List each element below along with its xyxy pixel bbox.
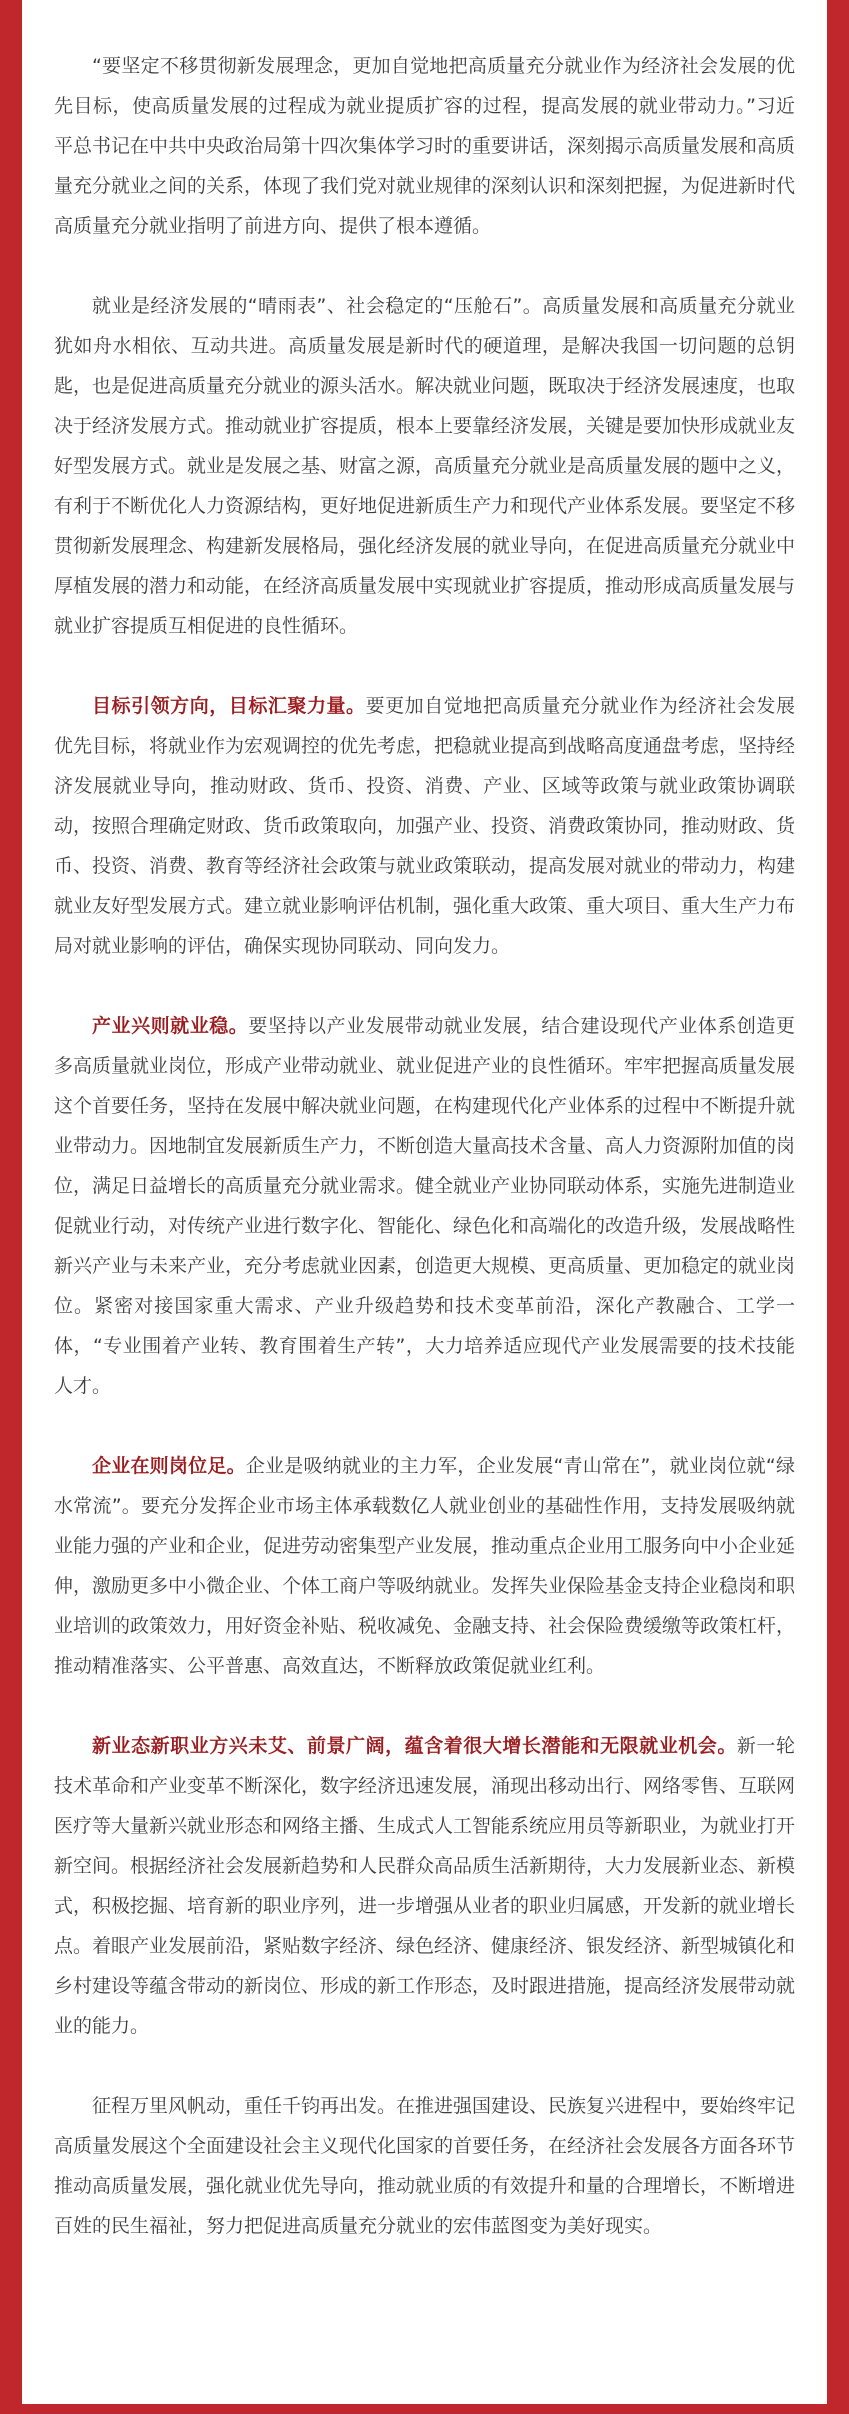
- paragraph-spacer: [54, 2046, 795, 2086]
- section-lead-industry: 产业兴则就业稳。: [92, 1015, 249, 1037]
- paragraph-industry: [54, 1006, 795, 1406]
- paragraph-enterprise-text: 企业是吸纳就业的主力军，企业发展“青山常在”，就业岗位就“绿水常流”。要充分发挥企业市场主体承载数亿人就业创业的基础性作用，支持发展吸纳就业能力强的产业和企业，促进劳动密集型产业发展，推动重点企业用工服务向中小企业延伸，激励更多中小微企业、个体工商户等吸纳就业。发挥失业保险基金支持企业稳岗和职业培训的政策效力，用好资金补贴、税收减免、金融支持、社会保险费缓缴等政策杠杆，推动精准落实、公平普惠、高效直达，不断释放政策促就业红利。: [54, 1455, 796, 1677]
- paragraph-spacer: [54, 966, 795, 1006]
- paragraph-goal-guidance: [54, 686, 795, 966]
- paragraph-spacer: [54, 1686, 795, 1726]
- paragraph-industry-text: 要坚持以产业发展带动就业发展，结合建设现代产业体系创造更多高质量就业岗位，形成产业带动就业、就业促进产业的良性循环。牢牢把握高质量发展这个首要任务，坚持在发展中解决就业问题，在构建现代化产业体系的过程中不断提升就业带动力。因地制宜发展新质生产力，不断创造大量高技术含量、高人力资源附加值的岗位，满足日益增长的高质量充分就业需求。健全就业产业协同联动体系，实施先进制造业促就业行动，对传统产业进行数字化、智能化、绿色化和高端化的改造升级，发展战略性新兴产业与未来产业，充分考虑就业因素，创造更大规模、更高质量、更加稳定的就业岗位。紧密对接国家重大需求、产业升级趋势和技术变革前沿，深化产教融合、工学一体，“专业围着产业转、教育围着生产转”，大力培养适应现代产业发展需要的技术技能人才。: [54, 1015, 796, 1397]
- paragraph-spacer: [54, 1406, 795, 1446]
- paragraph-spacer: [54, 646, 795, 686]
- paragraph-conclusion-text: 征程万里风帆动，重任千钧再出发。在推进强国建设、民族复兴进程中，要始终牢记高质量发展这个全面建设社会主义现代化国家的首要任务，在经济社会发展各方面各环节推动高质量发展，强化就业优先导向，推动就业质的有效提升和量的合理增长，不断增进百姓的民生福祉，努力把促进高质量充分就业的宏伟蓝图变为美好现实。: [54, 2095, 796, 2237]
- section-lead-goal: 目标引领方向，目标汇聚力量。: [92, 695, 366, 717]
- paragraph-goal-guidance-text: 要更加自觉地把高质量充分就业作为经济社会发展优先目标，将就业作为宏观调控的优先考虑，把稳就业提高到战略高度通盘考虑，坚持经济发展就业导向，推动财政、货币、投资、消费、产业、区域等政策与就业政策协调联动，按照合理确定财政、货币政策取向，加强产业、投资、消费政策协同，推动财政、货币、投资、消费、教育等经济社会政策与就业政策联动，提高发展对就业的带动力，构建就业友好型发展方式。建立就业影响评估机制，强化重大政策、重大项目、重大生产力布局对就业影响的评估，确保实现协同联动、同向发力。: [54, 695, 796, 957]
- paragraph-enterprise: [54, 1446, 795, 1686]
- paragraph-new-forms-text: 新一轮技术革命和产业变革不断深化，数字经济迅速发展，涌现出移动出行、网络零售、互联网医疗等大量新兴就业形态和网络主播、生成式人工智能系统应用员等新职业，为就业打开新空间。根据经济社会发展新趋势和人民群众高品质生活新期待，大力发展新业态、新模式，积极挖掘、培育新的职业序列，进一步增强从业者的职业归属感，开发新的就业增长点。着眼产业发展前沿，紧贴数字经济、绿色经济、健康经济、银发经济、新型城镇化和乡村建设等蕴含带动的新岗位、形成的新工作形态，及时跟进措施，提高经济发展带动就业的能力。: [54, 1735, 796, 2037]
- paragraph-spacer: [54, 246, 795, 286]
- article-body: [54, 46, 795, 2246]
- paragraph-new-forms: [54, 1726, 795, 2046]
- paragraph-intro-text: “要坚定不移贯彻新发展理念，更加自觉地把高质量充分就业作为经济社会发展的优先目标，使高质量发展的过程成为就业提质扩容的过程，提高发展的就业带动力。”习近平总书记在中共中央政治局第十四次集体学习时的重要讲话，深刻揭示高质量发展和高质量充分就业之间的关系，体现了我们党对就业规律的深刻认识和深刻把握，为促进新时代高质量充分就业指明了前进方向、提供了根本遵循。: [54, 55, 796, 237]
- paragraph-employment-barometer: [54, 286, 795, 646]
- paragraph-intro: [54, 46, 795, 246]
- section-lead-enterprise: 企业在则岗位足。: [92, 1455, 246, 1477]
- section-lead-new-forms: 新业态新职业方兴未艾、前景广阔，蕴含着很大增长潜能和无限就业机会。: [92, 1735, 737, 1757]
- paragraph-conclusion: [54, 2086, 795, 2246]
- paragraph-employment-barometer-text: 就业是经济发展的“晴雨表”、社会稳定的“压舱石”。高质量发展和高质量充分就业犹如舟水相依、互动共进。高质量发展是新时代的硬道理，是解决我国一切问题的总钥匙，也是促进高质量充分就业的源头活水。解决就业问题，既取决于经济发展速度，也取决于经济发展方式。推动就业扩容提质，根本上要靠经济发展，关键是要加快形成就业友好型发展方式。就业是发展之基、财富之源，高质量充分就业是高质量发展的题中之义，有利于不断优化人力资源结构，更好地促进新质生产力和现代产业体系发展。要坚定不移贯彻新发展理念、构建新发展格局，强化经济发展的就业导向，在促进高质量充分就业中厚植发展的潜力和动能，在经济高质量发展中实现就业扩容提质，推动形成高质量发展与就业扩容提质互相促进的良性循环。: [54, 295, 796, 637]
